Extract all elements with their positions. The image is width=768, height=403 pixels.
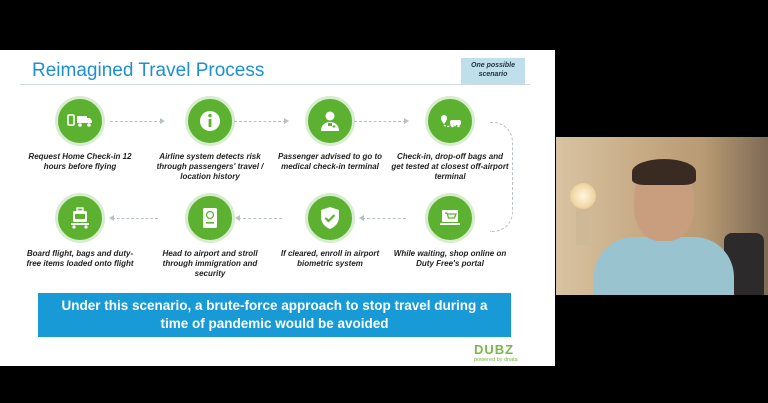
flow-arrow (354, 121, 406, 122)
step-8 (20, 193, 140, 269)
step-label: Request Home Check-in 12 hours before flying (28, 152, 132, 171)
car-route-icon (425, 96, 475, 146)
flow-arrow (362, 218, 406, 219)
lamp-base (576, 209, 590, 245)
logo-text: DUBZ (474, 342, 515, 357)
logo-subtext: powered by dnata (474, 357, 518, 363)
presentation-slide (0, 50, 555, 366)
step-label: Airline system detects risk through passengers' travel / location history (156, 152, 264, 181)
conclusion-banner: Under this scenario, a brute-force approach to stop travel during a time of pandemic would be avoided (38, 293, 511, 337)
step-6 (270, 193, 390, 269)
step-label: Head to airport and stroll through immigration and security (162, 249, 258, 278)
doctor-icon (305, 96, 355, 146)
info-icon (185, 96, 235, 146)
flow-arrow (234, 121, 286, 122)
step-1 (20, 96, 140, 172)
luggage-cart-icon (55, 193, 105, 243)
shield-check-icon (305, 193, 355, 243)
presenter-body (594, 237, 734, 295)
step-label: Check-in, drop-off bags and get tested at closest off-airport terminal (391, 152, 509, 181)
truck-icon (55, 96, 105, 146)
flow-arrow (110, 121, 162, 122)
passport-icon (185, 193, 235, 243)
presenter-video-feed (556, 137, 768, 295)
step-5 (390, 193, 510, 269)
flow-arrow (238, 218, 282, 219)
step-2 (150, 96, 270, 182)
shopping-cart-icon (425, 193, 475, 243)
step-label: If cleared, enroll in airport biometric system (280, 249, 380, 268)
step-3 (270, 96, 390, 172)
presenter-hair (632, 159, 696, 185)
flow-arrow (112, 218, 158, 219)
step-label: Passenger advised to go to medical check-in terminal (277, 152, 383, 171)
step-7 (150, 193, 270, 279)
step-label: Board flight, bags and duty-free items loaded onto flight (26, 249, 134, 268)
slide-title: Reimagined Travel Process (32, 60, 265, 81)
scenario-badge: One possible scenario (461, 58, 525, 84)
lamp (570, 183, 596, 209)
dubz-logo (474, 342, 518, 363)
step-label: While waiting, shop online on Duty Free's portal (393, 249, 507, 268)
title-divider (20, 84, 530, 85)
